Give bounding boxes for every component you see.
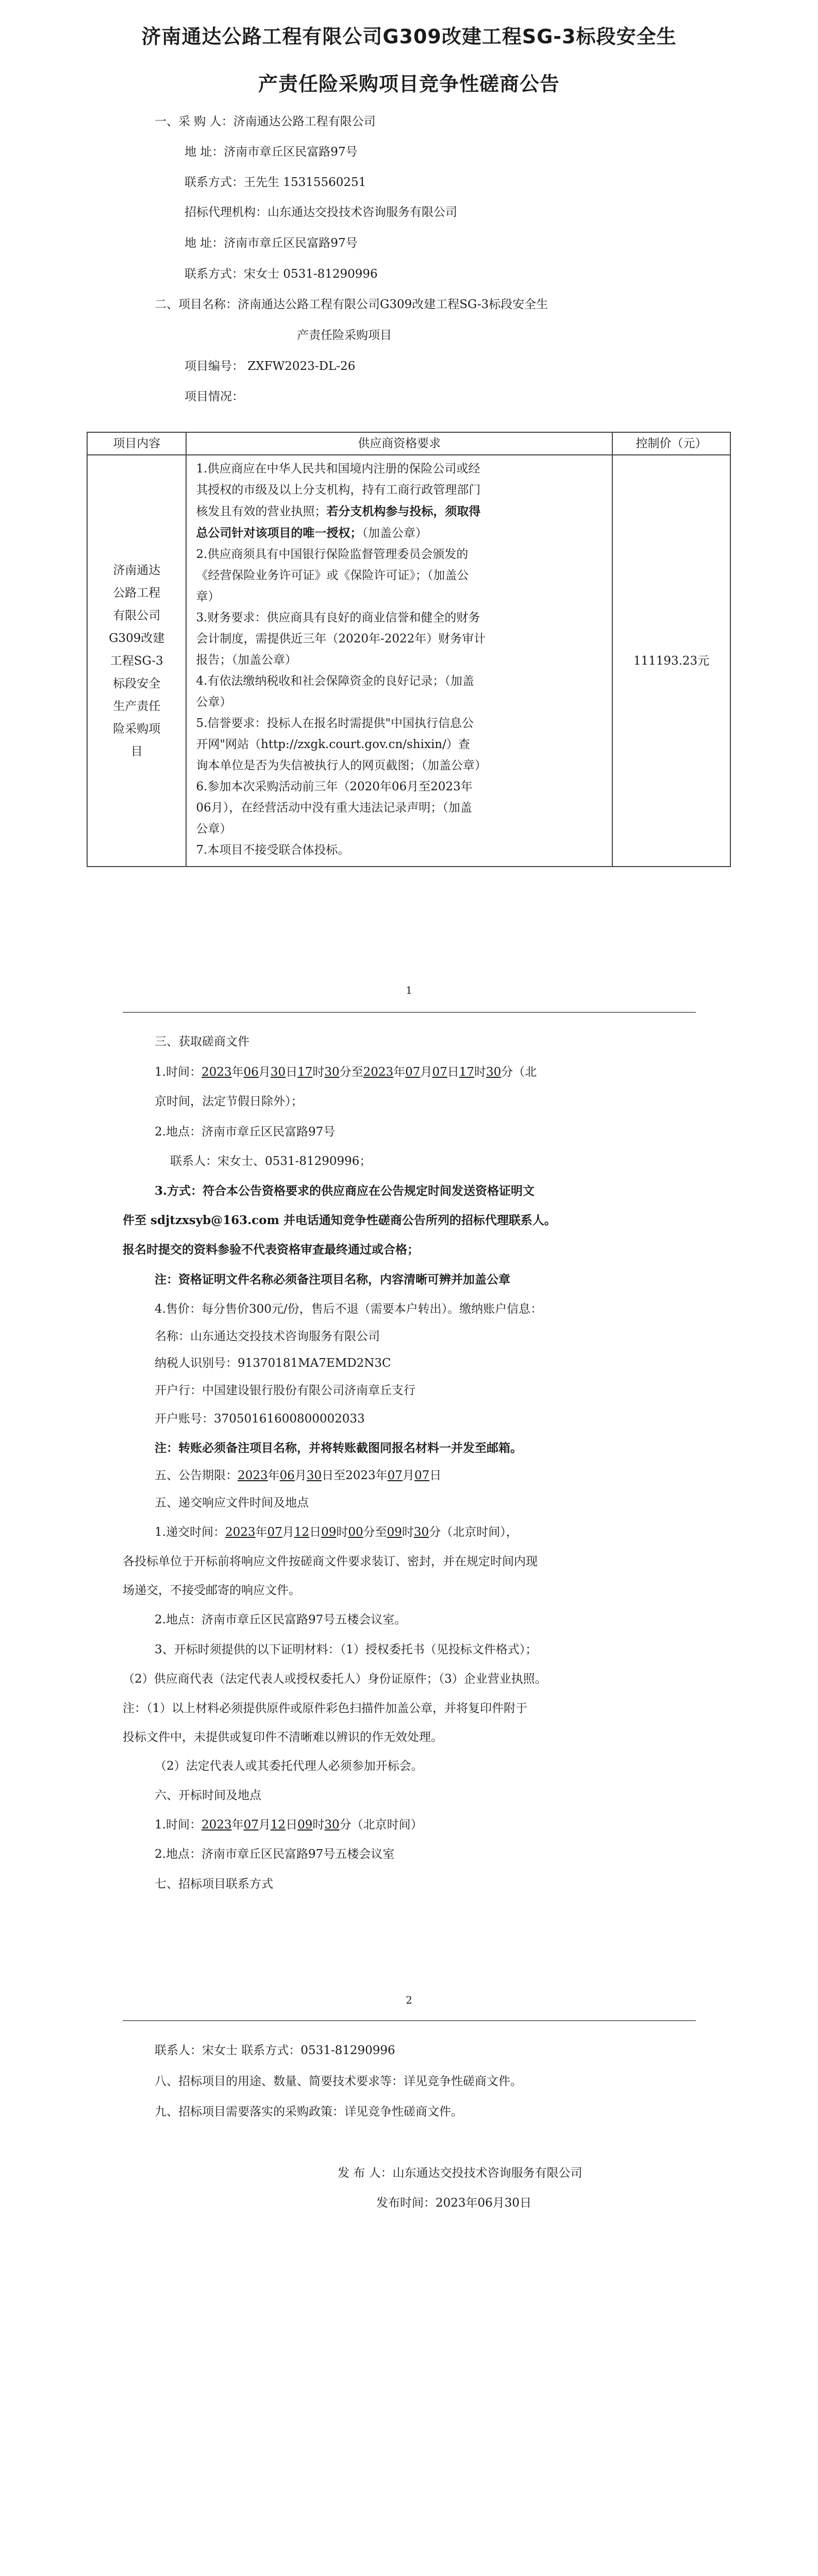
requirement-line: 总公司针对该项目的唯一授权；（加盖公章） [196, 526, 427, 540]
contact-info: 联系人：宋女士 联系方式：0531-81290996 [155, 2044, 395, 2057]
requirements-cell [186, 455, 612, 867]
item-nine: 九、招标项目需要落实的采购政策：详见竞争性磋商文件。 [155, 2105, 463, 2119]
project-content-line: 标段安全 [113, 676, 161, 690]
page-divider [123, 2020, 696, 2021]
announcement-period: 五、公告期限：2023年06月30日至2023年07月07日 [155, 1469, 442, 1482]
purchaser-line: 一、采 购 人：济南通达公路工程有限公司 [155, 115, 376, 128]
docs-line3: 注：（1）以上材料必须提供原件或原件彩色扫描件加盖公章，并将复印件附于 [123, 1702, 528, 1715]
section5-heading: 五、递交响应文件时间及地点 [155, 1496, 309, 1510]
project-status-label: 项目情况： [185, 390, 244, 403]
requirement-line: 06月），在经营活动中没有重大违法记录声明；（加盖 [196, 801, 472, 815]
requirement-line: 3.财务要求：供应商具有良好的商业信誉和健全的财务 [196, 611, 480, 624]
project-content-line: 生产责任 [113, 699, 161, 713]
table-row [87, 455, 730, 867]
page-number: 2 [406, 1994, 412, 2006]
item-eight: 八、招标项目的用途、数量、简要技术要求等：详见竞争性磋商文件。 [155, 2075, 522, 2088]
header-control-price: 控制价（元） [612, 432, 730, 455]
bank-account: 开户账号：37050161600800002033 [155, 1412, 365, 1426]
method-line3: 报名时提交的资料参验不代表资格审查最终通过或合格； [123, 1243, 419, 1257]
control-price-cell: 111193.23元 [612, 455, 730, 867]
submit-line2: 各投标单位于开标前将响应文件按磋商文件要求装订、密封，并在规定时间内现 [123, 1555, 538, 1568]
requirement-line: 5.信誉要求：投标人在报名时需提供"中国执行信息公 [196, 717, 474, 730]
requirement-line: 《经营保险业务许可证》或《保险许可证》；（加盖公 [196, 569, 469, 582]
agency-address: 地 址：济南市章丘区民富路97号 [185, 236, 358, 250]
project-content-line: 公路工程 [113, 586, 161, 600]
docs-line2: （2）供应商代表（法定代表人或授权委托人）身份证原件；（3）企业营业执照。 [123, 1672, 547, 1686]
project-content-line: G309改建 [109, 631, 165, 645]
header-project-content: 项目内容 [87, 432, 186, 455]
docs-line4: 投标文件中，未提供或复印件不清晰难以辨识的作无效处理。 [123, 1731, 443, 1744]
submit-line3: 场递交，不接受邮寄的响应文件。 [123, 1584, 301, 1597]
agency-line: 招标代理机构：山东通达交投技术咨询服务有限公司 [185, 206, 457, 219]
page-number: 1 [406, 984, 412, 996]
requirement-line: 7.本项目不接受联合体投标。 [196, 843, 350, 857]
requirement-line: 开网"网站（http://zxgk.court.gov.cn/shixin/）查 [196, 738, 470, 751]
section3-heading: 三、获取磋商文件 [155, 1035, 249, 1048]
price-line1: 4.售价：每分售价300元/份，售后不退（需要本户转出）。缴纳账户信息： [155, 1302, 543, 1316]
publisher: 发 布 人：山东通达交投技术咨询服务有限公司 [338, 2166, 582, 2180]
project-content-cell [87, 455, 186, 867]
page-divider [123, 1012, 696, 1013]
project-content-line: 险采购项 [113, 722, 161, 736]
project-content-line: 有限公司 [113, 608, 161, 622]
project-name-line2: 产责任险采购项目 [297, 329, 392, 342]
project-name-line1: 二、项目名称：济南通达公路工程有限公司G309改建工程SG-3标段安全生 [155, 298, 548, 311]
get-docs-time-line2: 京时间，法定节假日除外）； [155, 1095, 303, 1108]
submit-time: 1.递交时间：2023年07月12日09时00分至09时30分（北京时间）， [155, 1526, 518, 1539]
project-content-line: 工程SG-3 [110, 654, 163, 668]
open-time: 1.时间：2023年07月12日09时30分（北京时间） [155, 1818, 423, 1832]
requirement-line: 6.参加本次采购活动前三年（2020年06月至2023年 [196, 780, 473, 793]
note-transfer: 注：转账必须备注项目名称，并将转账截图同报名材料一并发至邮箱。 [155, 1441, 522, 1455]
purchaser-contact: 联系方式：王先生 15315560251 [185, 176, 366, 189]
requirement-line: 公章） [196, 822, 232, 836]
requirement-line: 核发且有效的营业执照；若分支机构参与投标，须取得 [196, 504, 481, 518]
get-docs-time: 1.时间：2023年06月30日17时30分至2023年07月07日17时30分（北 [155, 1065, 537, 1079]
project-content-line: 目 [130, 744, 143, 758]
requirement-line: 1.供应商应在中华人民共和国境内注册的保险公司或经 [196, 462, 480, 476]
project-code: 项目编号： ZXFW2023-DL-26 [185, 360, 356, 373]
get-docs-address: 2.地点：济南市章丘区民富路97号 [155, 1125, 336, 1139]
requirement-line: 其授权的市级及以上分支机构，持有工商行政管理部门 [196, 483, 481, 497]
get-docs-contact: 联系人：宋女士、0531-81290996； [170, 1155, 372, 1168]
header-requirements: 供应商资格要求 [186, 432, 612, 455]
project-table [87, 432, 731, 867]
agency-contact: 联系方式：宋女士 0531-81290996 [185, 267, 378, 281]
method-line1: 3.方式：符合本公告资格要求的供应商应在公告规定时间发送资格证明文 [155, 1184, 535, 1198]
table-header-row [87, 432, 730, 455]
section7-heading: 七、招标项目联系方式 [155, 1877, 273, 1891]
requirement-line: 2.供应商须具有中国银行保险监督管理委员会颁发的 [196, 548, 469, 561]
requirement-line: 报告；（加盖公章） [196, 653, 297, 667]
requirement-line: 会计制度，需提供近三年（2020年-2022年）财务审计 [196, 632, 486, 646]
tax-id: 纳税人识别号：91370181MA7EMD2N3C [155, 1357, 391, 1370]
page-title-line1: 济南通达公路工程有限公司G309改建工程SG-3标段安全生 [141, 25, 677, 48]
note-qualification: 注：资格证明文件名称必须备注项目名称，内容清晰可辨并加盖公章 [155, 1273, 510, 1286]
submit-address: 2.地点：济南市章丘区民富路97号五楼会议室。 [155, 1613, 407, 1626]
requirement-line: 询本单位是否为失信被执行人的网页截图；（加盖公章） [196, 759, 487, 772]
purchaser-address: 地 址：济南市章丘区民富路97号 [185, 145, 358, 159]
open-address: 2.地点：济南市章丘区民富路97号五楼会议室 [155, 1848, 395, 1861]
project-content-line: 济南通达 [113, 563, 161, 577]
requirement-line: 章） [196, 590, 220, 603]
docs-line1: 3、开标时须提供的以下证明材料：（1）授权委托书（见投标文件格式）； [155, 1643, 538, 1656]
page-title-line2: 产责任险采购项目竞争性磋商公告 [258, 73, 560, 95]
method-line2: 件至 sdjtzxsyb@163.com 并电话通知竞争性磋商公告所列的招标代理联系人。 [123, 1213, 556, 1227]
publish-date: 发布时间：2023年06月30日 [376, 2196, 532, 2210]
requirement-line: 4.有依法缴纳税收和社会保障资金的良好记录；（加盖 [196, 674, 474, 688]
bank-name: 开户行：中国建设银行股份有限公司济南章丘支行 [155, 1384, 415, 1397]
requirement-line: 公章） [196, 696, 232, 709]
price-line2: 名称：山东通达交投技术咨询服务有限公司 [155, 1330, 380, 1343]
section6-heading: 六、开标时间及地点 [155, 1789, 261, 1802]
docs-line5: （2）法定代表人或其委托代理人必须参加开标会。 [155, 1759, 423, 1773]
